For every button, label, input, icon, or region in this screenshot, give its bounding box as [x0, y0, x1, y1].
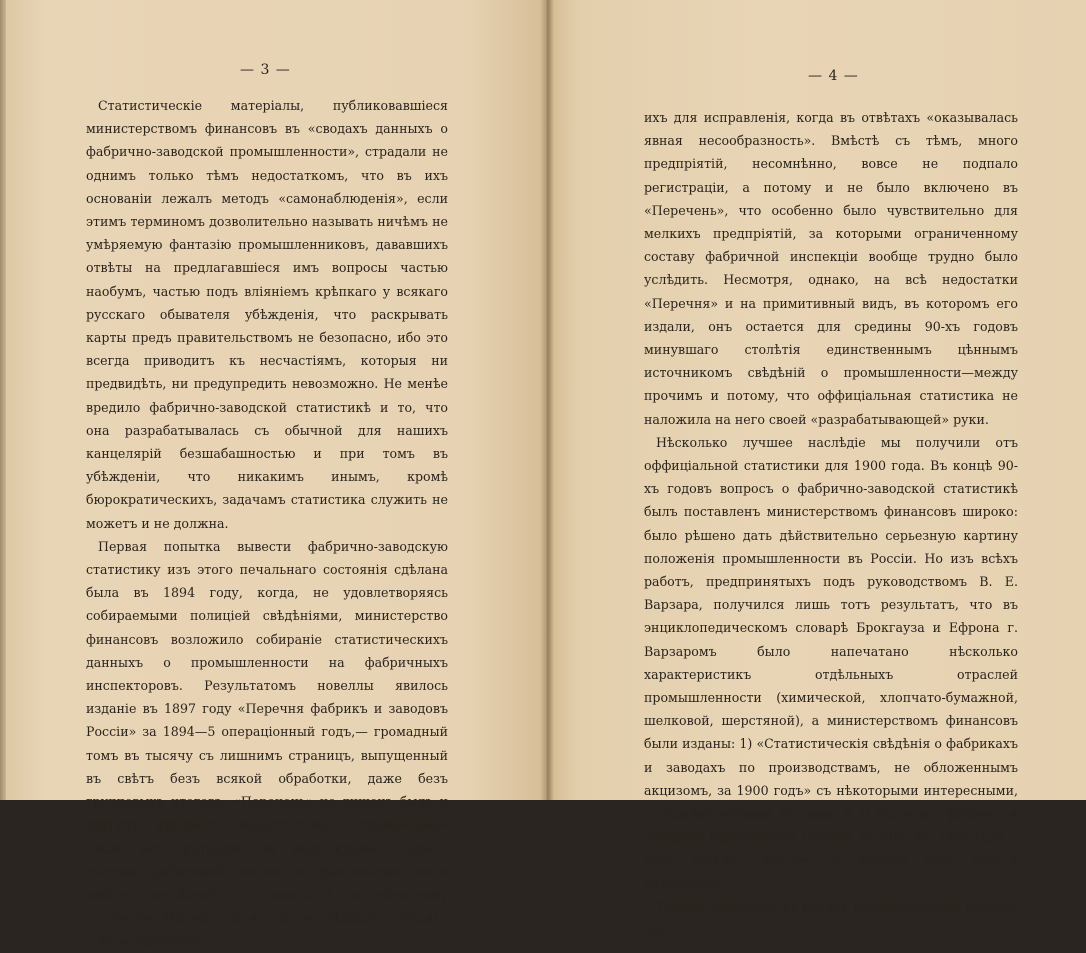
- left-page-text: [86, 94, 448, 953]
- page-edge: [0, 0, 6, 800]
- right-page-number: — 4 —: [808, 68, 859, 84]
- paragraph: Нѣсколько лучшее наслѣдіе мы получили отъ оффиціальной статистики для 1900 года. Въ концѣ 90-хъ годовъ вопросъ о фабрично-заводской статистикѣ былъ поставленъ министерствомъ финансовъ широко: было рѣшено дать дѣйствительно серьезную картину положенія промышленности въ Россіи. Но изъ всѣхъ работъ, предпринятыхъ подъ руководствомъ В. Е. Варзара, получился лишь тотъ результатъ, что въ энциклопедическомъ словарѣ Брокгауза и Ефрона г. Варзаромъ было напечатано нѣсколько характеристикъ отдѣльныхъ отраслей промышленности (химической, хлопчато-бумажной, шелковой, шерстяной), а министерствомъ финансовъ были изданы: 1) «Статистическія свѣдѣнія о фабрикахъ и заводахъ по производствамъ, не обложеннымъ акцизомъ, за 1900 годъ» съ нѣкоторыми интересными, но крайне общими итогами, и 2) «Списокъ фабрикъ и заводовъ Европейской Россіи» за тотъ же 1900 годъ—безъ всякихъ итоговъ и вообще безъ всякой разработки.: [644, 434, 1018, 891]
- paragraph: ихъ для исправленія, когда въ отвѣтахъ «оказывалась явная несообразность». Вмѣстѣ съ тѣмъ, много предпріятій, несомнѣнно, вовсе не подпало регистраціи, а потому и не было включено въ «Перечень», что особенно было чувствительно для мелкихъ предпріятій, за которыми ограниченному составу фабричной инспекціи вообще трудно было услѣдить. Несмотря, однако, на всѣ недостатки «Перечня» и на примитивный видъ, въ которомъ его издали, онъ остается для средины 90-хъ годовъ минувшаго столѣтія единственнымъ цѣннымъ источникомъ свѣдѣній о промышленности—между прочимъ и потому, что оффиціальная статистика не наложила на него своей «разрабатывающей» руки.: [644, 110, 1018, 427]
- left-page-number: — 3 —: [240, 62, 291, 78]
- paragraph: Статистическіе матеріалы, публиковавшіеся министерствомъ финансовъ въ «сводахъ данныхъ о фабрично-заводской промышленности», страдали не однимъ только тѣмъ недостаткомъ, что въ ихъ основаніи лежалъ методъ «самонаблюденія», если этимъ терминомъ дозволительно называть ничѣмъ не умѣряемую фантазію промышленниковъ, дававшихъ отвѣты на предлагавшіеся имъ вопросы частью наобумъ, частью подъ вліяніемъ крѣпкаго у всякаго русскаго обывателя убѣжденія, что раскрывать карты предъ правительствомъ не безопасно, ибо это всегда приводитъ къ несчастіямъ, которыя ни предвидѣть, ни предупредить невозможно. Не менѣе вредило фабрично-заводской статистикѣ и то, что она разрабатывалась съ обычной для нашихъ канцелярій безшабашностью и при томъ въ убѣжденіи, что никакимъ инымъ, кромѣ бюрократическихъ, задачамъ статистика служить не можетъ и не должна.: [86, 98, 448, 531]
- right-page-text: [644, 106, 1018, 941]
- book-gutter: [540, 0, 554, 800]
- paragraph: Такимъ образомъ, въ рукахъ изслѣдователей русской про-: [644, 898, 1018, 938]
- paragraph: Первая попытка вывести фабрично-заводскую статистику изъ этого печальнаго состоянія сдѣлана была въ 1894 году, когда, не удовлетворяясь собираемыми полиціей свѣдѣніями, министерство финансовъ возложило собираніе статистическихъ данныхъ о промышленности на фабричныхъ инспекторовъ. Результатомъ новеллы явилось изданіе въ 1897 году «Перечня фабрикъ и заводовъ Россіи» за 1894—5 операціонный годъ,— громадный томъ въ тысячу съ лишнимъ страницъ, выпущенный въ свѣтъ безъ всякой обработки, даже безъ групповыхъ итоговъ. «Перечень» не лишенъ былъ и другихъ крупныхъ недостатковъ. Ограниченное число регистраторовъ, въ виду крайне слабаго состава фабричной инспекціи, фактически свело работу послѣдней къ разсылкѣ и обратному полученію вѣдомостей, и лишь въ рѣдкихъ случаяхъ—къ возвращенію: [86, 538, 448, 949]
